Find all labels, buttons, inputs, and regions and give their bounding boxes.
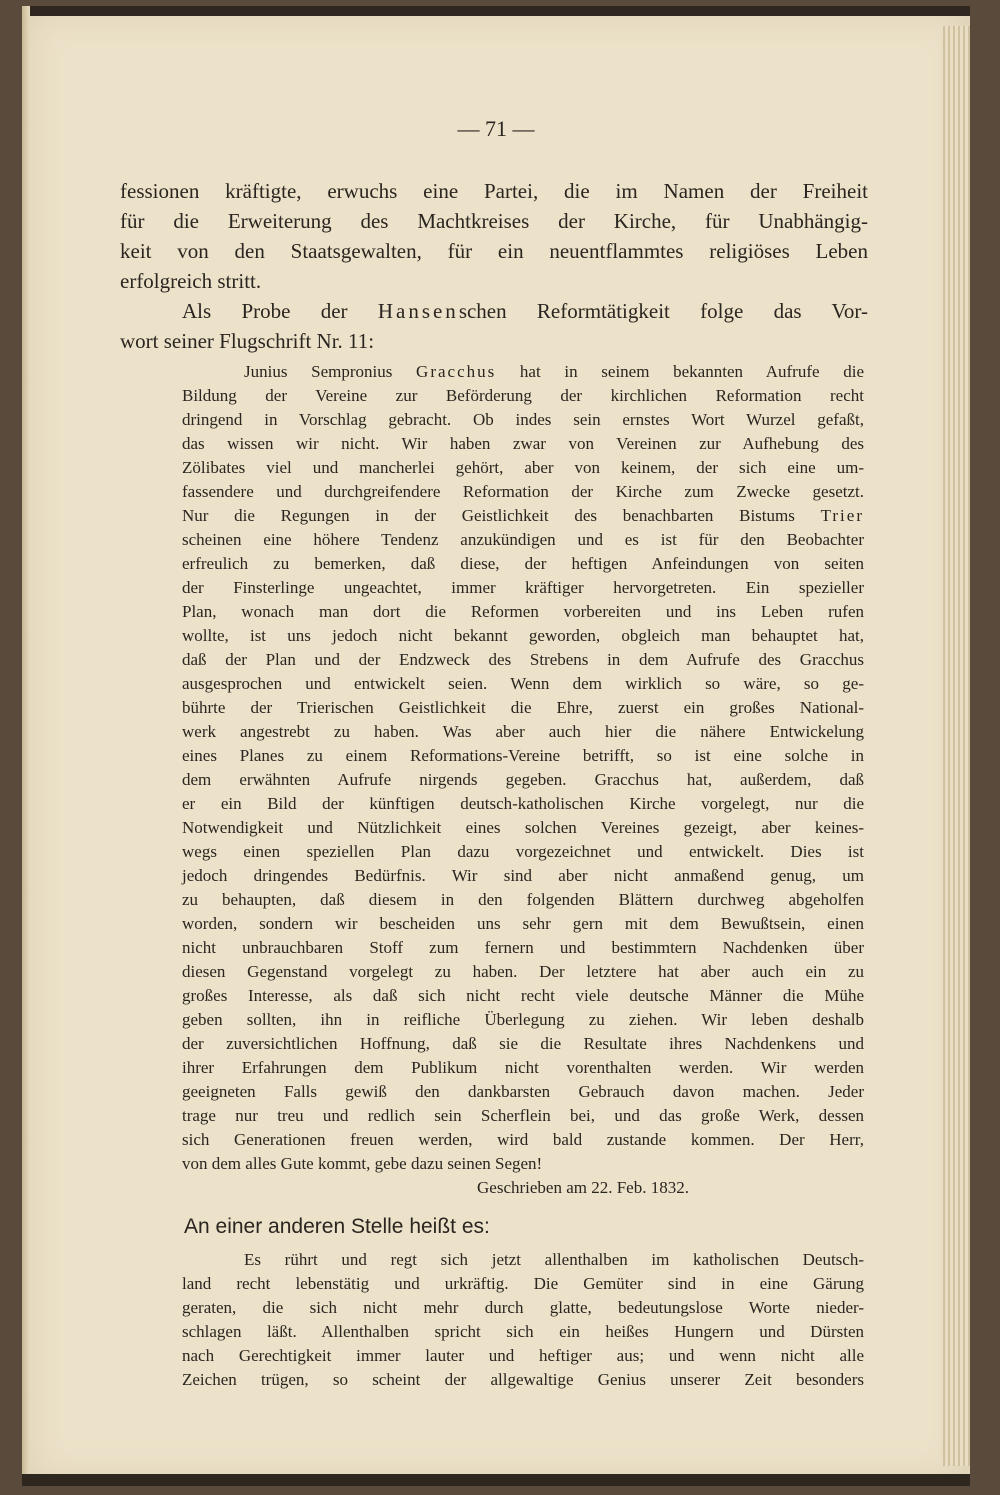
text-line: land recht lebenstätig und urkräftig. Die Gemüter sind in eine Gärung bbox=[182, 1274, 864, 1293]
text-line: das wissen wir nicht. Wir haben zwar von Vereinen zur Aufhebung des bbox=[182, 434, 864, 453]
text-line: Zölibates viel und mancherlei gehört, aber von keinem, der sich eine um- bbox=[182, 458, 864, 477]
body-text bbox=[120, 176, 868, 1392]
page-gutter bbox=[22, 6, 30, 1486]
text-line: Zeichen trügen, so scheint der allgewaltige Genius unserer Zeit besonders bbox=[182, 1370, 864, 1389]
text-line: diesen Gegenstand vorgelegt zu haben. Der letztere hat aber auch ein zu bbox=[182, 962, 864, 981]
emphasized-name: Trier bbox=[820, 506, 864, 525]
block-quote bbox=[120, 360, 868, 1200]
emphasized-name: Gracchus bbox=[416, 362, 497, 381]
text-line: trage nur treu und redlich sein Scherflein bei, und das große Werk, dessen bbox=[182, 1106, 864, 1125]
text-line: für die Erweiterung des Machtkreises der Kirche, für Unabhängig- bbox=[120, 209, 868, 233]
text-line: dringend in Vorschlag gebracht. Ob indes sein ernstes Wort Wurzel gefaßt, bbox=[182, 410, 864, 429]
scan-bottom-edge bbox=[22, 1474, 970, 1486]
text-line: Nur die Regungen in der Geistlichkeit des benachbarten Bistums Trier bbox=[182, 506, 864, 525]
text-line: von dem alles Gute kommt, gebe dazu seinen Segen! bbox=[182, 1154, 543, 1173]
text-line: Plan, wonach man dort die Reformen vorbereiten und ins Leben rufen bbox=[182, 602, 864, 621]
text-line: geraten, die sich nicht mehr durch glatte, bedeutungslose Worte nieder- bbox=[182, 1298, 864, 1317]
text-line: ihrer Erfahrungen dem Publikum nicht vorenthalten werden. Wir werden bbox=[182, 1058, 864, 1077]
text-line: erfreulich zu bemerken, daß diese, der heftigen Anfeindungen von seiten bbox=[182, 554, 864, 573]
text-line: nicht unbrauchbaren Stoff zum fernern und bestimmtern Nachdenken über bbox=[182, 938, 864, 957]
paragraph-2 bbox=[120, 296, 868, 356]
text-line: nach Gerechtigkeit immer lauter und heftiger aus; und wenn nicht alle bbox=[182, 1346, 864, 1365]
text-line: dem erwähnten Aufrufe nirgends gegeben. Gracchus hat, außerdem, daß bbox=[182, 770, 864, 789]
text-line: Als Probe der Hansenschen Reformtätigkeit folge das Vor- bbox=[182, 299, 868, 323]
book-page bbox=[22, 6, 970, 1486]
text-line: Es rührt und regt sich jetzt allenthalben im katholischen Deutsch- bbox=[244, 1250, 864, 1269]
scan-top-edge bbox=[22, 6, 970, 16]
text-line: schlagen läßt. Allenthalben spricht sich ein heißes Hungern und Dürsten bbox=[182, 1322, 864, 1341]
page-fore-edge bbox=[940, 26, 970, 1466]
text-line: Junius Sempronius Gracchus hat in seinem bekannten Aufrufe die bbox=[244, 362, 864, 381]
text-line: Bildung der Vereine zur Beförderung der kirchlichen Reformation recht bbox=[182, 386, 864, 405]
text-line: sich Generationen freuen werden, wird bald zustande kommen. Der Herr, bbox=[182, 1130, 864, 1149]
paragraph-1 bbox=[120, 176, 868, 296]
text-line: er ein Bild der künftigen deutsch-katholischen Kirche vorgelegt, nur die bbox=[182, 794, 864, 813]
page-number: — 71 — bbox=[457, 116, 535, 141]
text-line: eines Planes zu einem Reformations-Vereine betrifft, so ist eine solche in bbox=[182, 746, 864, 765]
text-line: der zuversichtlichen Hoffnung, daß sie die Resultate ihres Nachdenkens und bbox=[182, 1034, 864, 1053]
emphasized-name: Hansen bbox=[377, 299, 459, 323]
text-line: geeigneten Falls gewiß den dankbarsten Gebrauch davon machen. Jeder bbox=[182, 1082, 864, 1101]
text-line: geben sollten, ihn in reifliche Überlegung zu ziehen. Wir leben deshalb bbox=[182, 1010, 864, 1029]
text-line: zu behaupten, daß diesem in den folgenden Blättern durchweg abgeholfen bbox=[182, 890, 864, 909]
text-line: keit von den Staatsgewalten, für ein neuentflammtes religiöses Leben bbox=[120, 239, 868, 263]
text-line: ausgesprochen und entwickelt seien. Wenn dem wirklich so wäre, so ge- bbox=[182, 674, 864, 693]
block-quote-2 bbox=[120, 1248, 868, 1392]
text-line: jedoch dringendes Bedürfnis. Wir sind aber nicht anmaßend genug, um bbox=[182, 866, 864, 885]
text-line: daß der Plan und der Endzweck des Strebens in dem Aufrufe des Gracchus bbox=[182, 650, 864, 669]
quote-date: Geschrieben am 22. Feb. 1832. bbox=[477, 1178, 689, 1197]
text-line: bührte der Trierischen Geistlichkeit die Ehre, zuerst ein großes National- bbox=[182, 698, 864, 717]
text-line: erfolgreich stritt. bbox=[120, 269, 262, 293]
text-line: fessionen kräftigte, erwuchs eine Partei, die im Namen der Freiheit bbox=[120, 179, 868, 203]
text-line: wollte, ist uns jedoch nicht bekannt geworden, obgleich man behauptet hat, bbox=[182, 626, 864, 645]
text-line: werk angestrebt zu haben. Was aber auch hier die nähere Entwickelung bbox=[182, 722, 864, 741]
text-line: großes Interesse, als daß sich nicht recht viele deutsche Männer die Mühe bbox=[182, 986, 864, 1005]
text-line: der Finsterlinge ungeachtet, immer kräftiger hervorgetreten. Ein spezieller bbox=[182, 578, 864, 597]
text-line: scheinen eine höhere Tendenz anzukündigen und es ist für den Beobachter bbox=[182, 530, 864, 549]
text-line: worden, sondern wir bescheiden uns sehr gern mit dem Bewußtsein, einen bbox=[182, 914, 864, 933]
section-heading: An einer anderen Stelle heißt es: bbox=[184, 1215, 490, 1238]
text-line: wegs einen speziellen Plan dazu vorgezeichnet und entwickelt. Dies ist bbox=[182, 842, 864, 861]
text-line: fassendere und durchgreifendere Reformation der Kirche zum Zwecke gesetzt. bbox=[182, 482, 864, 501]
text-line: wort seiner Flugschrift Nr. 11: bbox=[120, 329, 375, 353]
text-line: Notwendigkeit und Nützlichkeit eines solchen Vereines gezeigt, aber keines- bbox=[182, 818, 864, 837]
